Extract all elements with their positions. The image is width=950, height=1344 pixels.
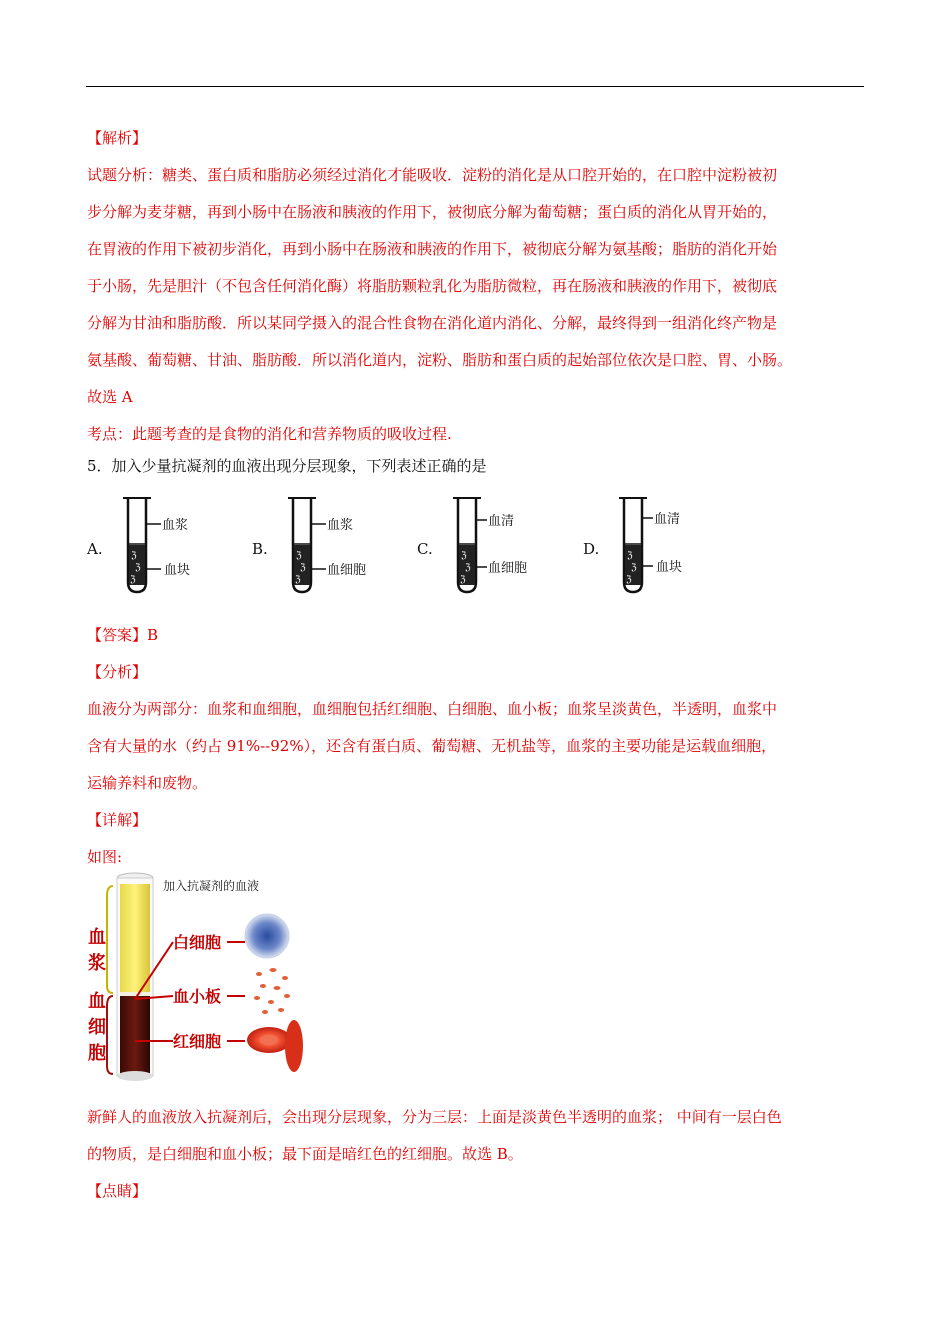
option-row <box>87 488 867 603</box>
option-b <box>252 488 422 603</box>
blood-layers-figure <box>87 866 307 1088</box>
answer-section <box>87 617 867 876</box>
svg-text:ℨ: ℨ <box>631 563 637 573</box>
svg-text:ℨ: ℨ <box>130 575 136 585</box>
svg-text:ℨ: ℨ <box>296 551 302 561</box>
analysis-line: 于小肠，先是胆汁（不包含任何消化酶）将脂肪颗粒乳化为脂肪微粒，再在肠液和胰液的作用下，被彻底 <box>87 277 778 295</box>
analysis-line: 分解为甘油和脂肪酸．所以某同学摄入的混合性食物在消化道内消化、分解，最终得到一组消化终产物是 <box>87 314 778 332</box>
svg-text:ℨ: ℨ <box>627 551 633 561</box>
tube-bottom-label: 血块 <box>164 563 191 578</box>
analysis-section <box>87 120 867 453</box>
figure-title: 加入抗凝剂的血液 <box>163 879 260 893</box>
svg-text:ℨ: ℨ <box>135 563 141 573</box>
question-5 <box>87 448 867 485</box>
wbc-label: 白细胞 <box>173 933 222 952</box>
analysis-heading: 【解析】 <box>87 129 148 147</box>
answer-line <box>87 617 867 654</box>
red-blood-cell-icon <box>247 1020 303 1072</box>
white-blood-cell-icon <box>245 914 289 958</box>
svg-text:ℨ: ℨ <box>131 551 137 561</box>
platelets-icon <box>254 968 290 1014</box>
answer-heading: 【答案】 <box>87 626 148 644</box>
tube-bottom-label: 血块 <box>656 560 683 575</box>
svg-text:ℨ: ℨ <box>626 575 632 585</box>
analysis-line: 在胃液的作用下被初步消化，再到小肠中在肠液和胰液的作用下，被彻底分解为氨基酸；脂肪的消化开始 <box>87 240 778 258</box>
platelet-label: 血小板 <box>173 987 222 1006</box>
comment-heading: 【点睛】 <box>87 1182 148 1200</box>
option-d <box>583 488 753 603</box>
analysis-line: 试题分析：糖类、蛋白质和脂肪必须经过消化才能吸收．淀粉的消化是从口腔开始的，在口腔中淀粉被初 <box>87 166 778 184</box>
option-letter: A. <box>87 540 103 558</box>
detail-intro: 如图: <box>87 848 123 866</box>
question-text: 5．加入少量抗凝剂的血液出现分层现象，下列表述正确的是 <box>87 457 487 475</box>
detail-line: 的物质，是白细胞和血小板；最下面是暗红色的红细胞。故选 B。 <box>87 1145 523 1163</box>
test-tube-diagram <box>117 492 257 602</box>
svg-text:ℨ: ℨ <box>461 551 467 561</box>
rbc-label: 红细胞 <box>173 1032 222 1051</box>
test-tube-diagram <box>613 492 753 602</box>
blood-tube-illustration <box>87 866 307 1088</box>
svg-text:ℨ: ℨ <box>295 575 301 585</box>
tube-top-label: 血浆 <box>327 518 354 533</box>
option-a <box>87 488 257 603</box>
detail-line: 新鲜人的血液放入抗凝剂后，会出现分层现象，分为三层：上面是淡黄色半透明的血浆； 中间有一层白色 <box>87 1108 782 1126</box>
test-tube-diagram <box>447 492 587 602</box>
tube-top-label: 血浆 <box>162 518 189 533</box>
tube-bottom-label: 血细胞 <box>327 563 367 578</box>
svg-text:ℨ: ℨ <box>465 563 471 573</box>
answer-value: B <box>147 626 159 644</box>
plasma-side-char: 血 <box>88 927 106 948</box>
detail-section <box>87 1099 867 1210</box>
analysis2-line: 运输养料和废物。 <box>87 774 208 792</box>
analysis-line: 氨基酸、葡萄糖、甘油、脂肪酸．所以消化道内，淀粉、脂肪和蛋白质的起始部位依次是口腔、胃、小肠。 <box>87 351 793 369</box>
analysis2-line: 血液分为两部分：血浆和血细胞，血细胞包括红细胞、白细胞、血小板；血浆呈淡黄色，半透明，血浆中 <box>87 700 778 718</box>
analysis-choice: 故选 A <box>87 388 133 406</box>
analysis-kaodian: 考点：此题考查的是食物的消化和营养物质的吸收过程. <box>87 425 452 443</box>
test-tube-diagram <box>282 492 422 602</box>
tube-top-label: 血清 <box>488 514 515 529</box>
header-rule <box>86 86 864 87</box>
tube-bottom-label: 血细胞 <box>488 561 528 576</box>
cell-side-char: 血 <box>88 991 106 1012</box>
option-letter: C. <box>417 540 433 558</box>
option-letter: B. <box>252 540 268 558</box>
plasma-side-char: 浆 <box>88 953 106 974</box>
analysis-line: 步分解为麦芽糖，再到小肠中在肠液和胰液的作用下，被彻底分解为葡萄糖；蛋白质的消化从胃开始的， <box>87 203 778 221</box>
cell-side-char: 细 <box>88 1017 106 1038</box>
svg-text:ℨ: ℨ <box>300 563 306 573</box>
analysis2-heading: 【分析】 <box>87 663 148 681</box>
option-letter: D. <box>583 540 600 558</box>
svg-text:ℨ: ℨ <box>460 575 466 585</box>
tube-top-label: 血清 <box>654 512 681 527</box>
detail-heading: 【详解】 <box>87 811 148 829</box>
cell-side-char: 胞 <box>88 1043 106 1064</box>
analysis2-line: 含有大量的水（约占 91%--92%），还含有蛋白质、葡萄糖、无机盐等，血浆的主要功能是运载血细胞， <box>87 737 777 755</box>
option-c <box>417 488 587 603</box>
